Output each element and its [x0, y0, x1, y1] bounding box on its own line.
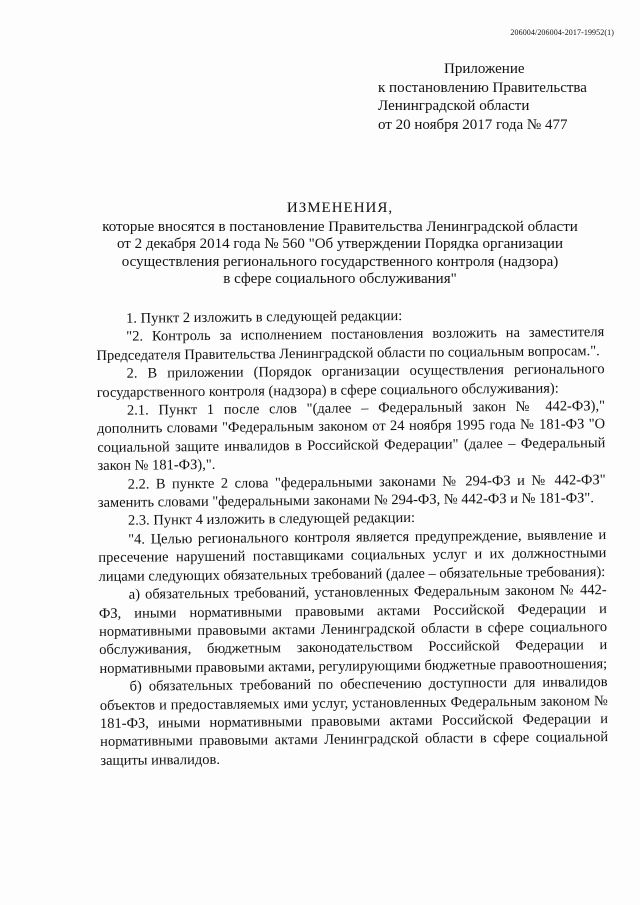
paragraph-4: 2.1. Пункт 1 после слов "(далее – Федеральный закон № 442-ФЗ)," дополнить словами "Федеральным законом от 24 ноября 1995 года № 181-ФЗ "О социальной защите инвалидов в Российской Федерации" (далее – Федеральный закон № 181-ФЗ),". — [97, 398, 606, 475]
appendix-line-1: к постановлению Правительства — [378, 79, 587, 96]
heading-title: ИЗМЕНЕНИЯ, — [286, 200, 394, 216]
paragraph-8: а) обязательных требований, установленных Федеральным законом № 442-ФЗ, иными нормативными правовыми актами Российской Федерации и нормативными правовыми актами Ленинградской области в сфере социального обслуживания, бюджетным законодательством Российской Федерации и нормативными правовыми актами, регулирующими бюджетные правоотношения; — [98, 582, 608, 677]
heading-line-1: которые вносятся в постановление Правительства Ленинградской области — [102, 218, 578, 235]
paragraph-3: 2. В приложении (Порядок организации осуществления регионального государственного контроля (надзора) в сфере социального обслуживания): — [96, 361, 605, 401]
paragraph-9: б) обязательных требований по обеспечению доступности для инвалидов объектов и предоставляемых ими услуг, установленных Федеральным законом № 181-ФЗ, иными нормативными правовыми актами Российской Федерации и нормативными правовыми актами Ленинградской области в сфере социальной защиты инвалидов. — [99, 674, 609, 769]
document-code: 206004/206004-2017-19952(1) — [510, 28, 614, 37]
appendix-block — [378, 60, 618, 134]
document-body — [96, 305, 608, 770]
appendix-line-3: от 20 ноября 2017 года № 477 — [378, 116, 568, 133]
appendix-title: Приложение — [444, 61, 525, 77]
heading-line-4: в сфере социального обслуживания" — [223, 271, 457, 287]
paragraph-2: "2. Контроль за исполнением постановления возложить на заместителя Председателя Правительства Ленинградской области по социальным вопросам.". — [96, 324, 605, 364]
heading-line-2: от 2 декабря 2014 года № 560 "Об утверждении Порядка организации — [117, 236, 563, 252]
heading-line-3: осуществления регионального государственного контроля (надзора) — [121, 253, 559, 270]
paragraph-7: "4. Целью регионального контроля является предупреждение, выявление и пресечение нарушений поставщиками социальных услуг и их должностными лицами следующих обязательных требований (далее – обязательные требования): — [98, 526, 607, 585]
paragraph-6: 2.3. Пункт 4 изложить в следующей редакции: — [127, 510, 416, 530]
appendix-line-2: Ленинградской области — [378, 98, 530, 114]
document-heading — [60, 200, 620, 289]
paragraph-1: 1. Пункт 2 изложить в следующей редакции: — [126, 308, 403, 327]
paragraph-5: 2.2. В пункте 2 слова "федеральными законами № 294-ФЗ и № 442-ФЗ" заменить словами "федеральными законами № 294-ФЗ, № 442-ФЗ и № 181-ФЗ". — [97, 471, 606, 512]
